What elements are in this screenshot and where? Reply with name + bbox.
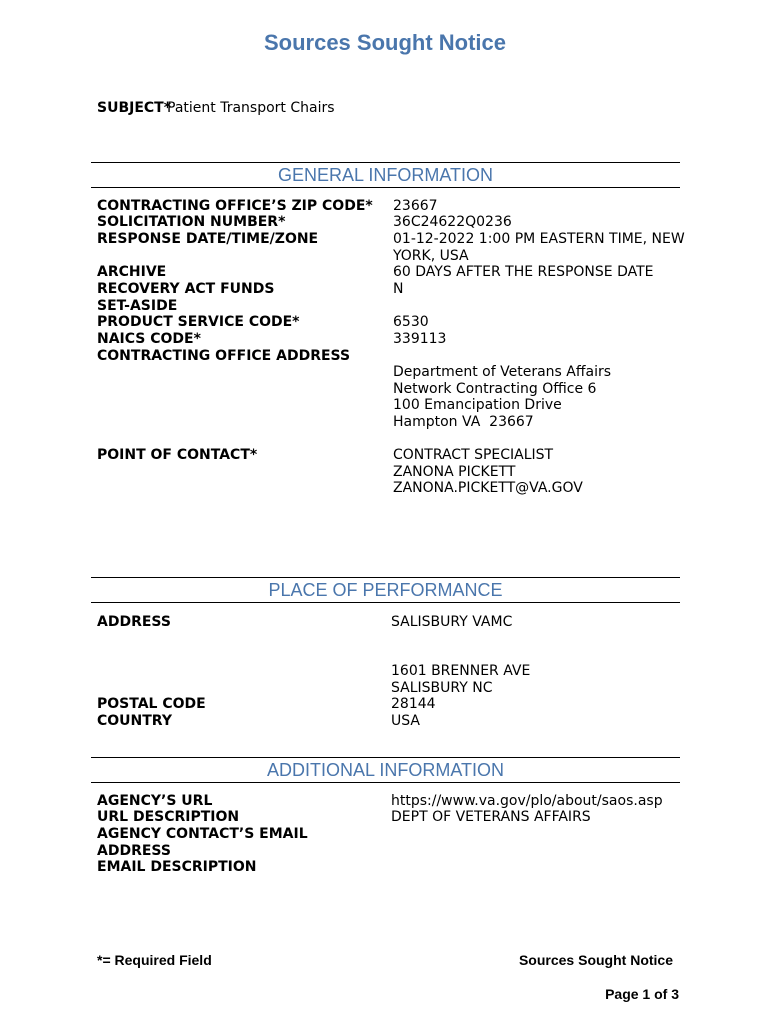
url-description-value: DEPT OF VETERANS AFFAIRS [391, 809, 591, 825]
general-information-heading: GENERAL INFORMATION [91, 162, 680, 188]
solicitation-number-label: SOLICITATION NUMBER* [97, 214, 286, 230]
contact-email: ZANONA.PICKETT@VA.GOV [393, 480, 583, 497]
set-aside-label: SET-ASIDE [97, 298, 178, 314]
zip-code-value: 23667 [393, 198, 438, 214]
address-line: 100 Emancipation Drive [393, 397, 562, 414]
contact-title: CONTRACT SPECIALIST [393, 447, 554, 463]
product-service-code-label: PRODUCT SERVICE CODE* [97, 314, 300, 330]
response-date-value: 01-12-2022 1:00 PM EASTERN TIME, NEW YORK, USA [393, 231, 685, 264]
country-label: COUNTRY [97, 713, 172, 729]
agency-url-label: AGENCY’S URL [97, 793, 213, 809]
recovery-act-funds-value: N [393, 281, 404, 297]
archive-label: ARCHIVE [97, 264, 167, 280]
country-value: USA [391, 713, 420, 729]
contracting-office-address-label: CONTRACTING OFFICE ADDRESS [97, 348, 351, 364]
performance-address-name: SALISBURY VAMC [391, 614, 513, 630]
additional-information-heading: ADDITIONAL INFORMATION [91, 757, 680, 783]
point-of-contact-value [393, 447, 583, 497]
performance-address-value [391, 663, 530, 696]
performance-address-label: ADDRESS [97, 614, 171, 630]
point-of-contact-label: POINT OF CONTACT* [97, 447, 258, 463]
required-field-note: *= Required Field [97, 952, 212, 968]
address-line: Network Contracting Office 6 [393, 380, 597, 397]
footer-document-name: Sources Sought Notice [518, 952, 673, 968]
archive-value: 60 DAYS AFTER THE RESPONSE DATE [393, 264, 654, 280]
address-line: Department of Veterans Affairs [393, 364, 612, 380]
url-description-label: URL DESCRIPTION [97, 809, 240, 825]
place-of-performance-heading: PLACE OF PERFORMANCE [91, 577, 680, 603]
postal-code-value: 28144 [391, 696, 436, 712]
agency-contact-email-label: AGENCY CONTACT’S EMAIL ADDRESS [97, 826, 308, 859]
address-line: SALISBURY NC [391, 679, 493, 696]
address-line: 1601 BRENNER AVE [391, 663, 531, 679]
subject-value: Patient Transport Chairs [167, 100, 335, 116]
response-date-label: RESPONSE DATE/TIME/ZONE [97, 231, 319, 247]
naics-code-label: NAICS CODE* [97, 331, 201, 347]
solicitation-number-value: 36C24622Q0236 [393, 214, 512, 230]
page-title: Sources Sought Notice [263, 30, 507, 55]
contact-name: ZANONA PICKETT [393, 463, 516, 480]
subject-label: SUBJECT* [97, 100, 172, 116]
product-service-code-value: 6530 [393, 314, 429, 330]
recovery-act-funds-label: RECOVERY ACT FUNDS [97, 281, 275, 297]
address-line: Hampton VA 23667 [393, 413, 534, 430]
email-description-label: EMAIL DESCRIPTION [97, 859, 257, 875]
agency-url-value: https://www.va.gov/plo/about/saos.asp [391, 793, 663, 809]
naics-code-value: 339113 [393, 331, 447, 347]
contracting-office-address-value [393, 364, 611, 430]
postal-code-label: POSTAL CODE [97, 696, 206, 712]
page-number: Page 1 of 3 [605, 986, 679, 1002]
zip-code-label: CONTRACTING OFFICE’S ZIP CODE* [97, 198, 373, 214]
